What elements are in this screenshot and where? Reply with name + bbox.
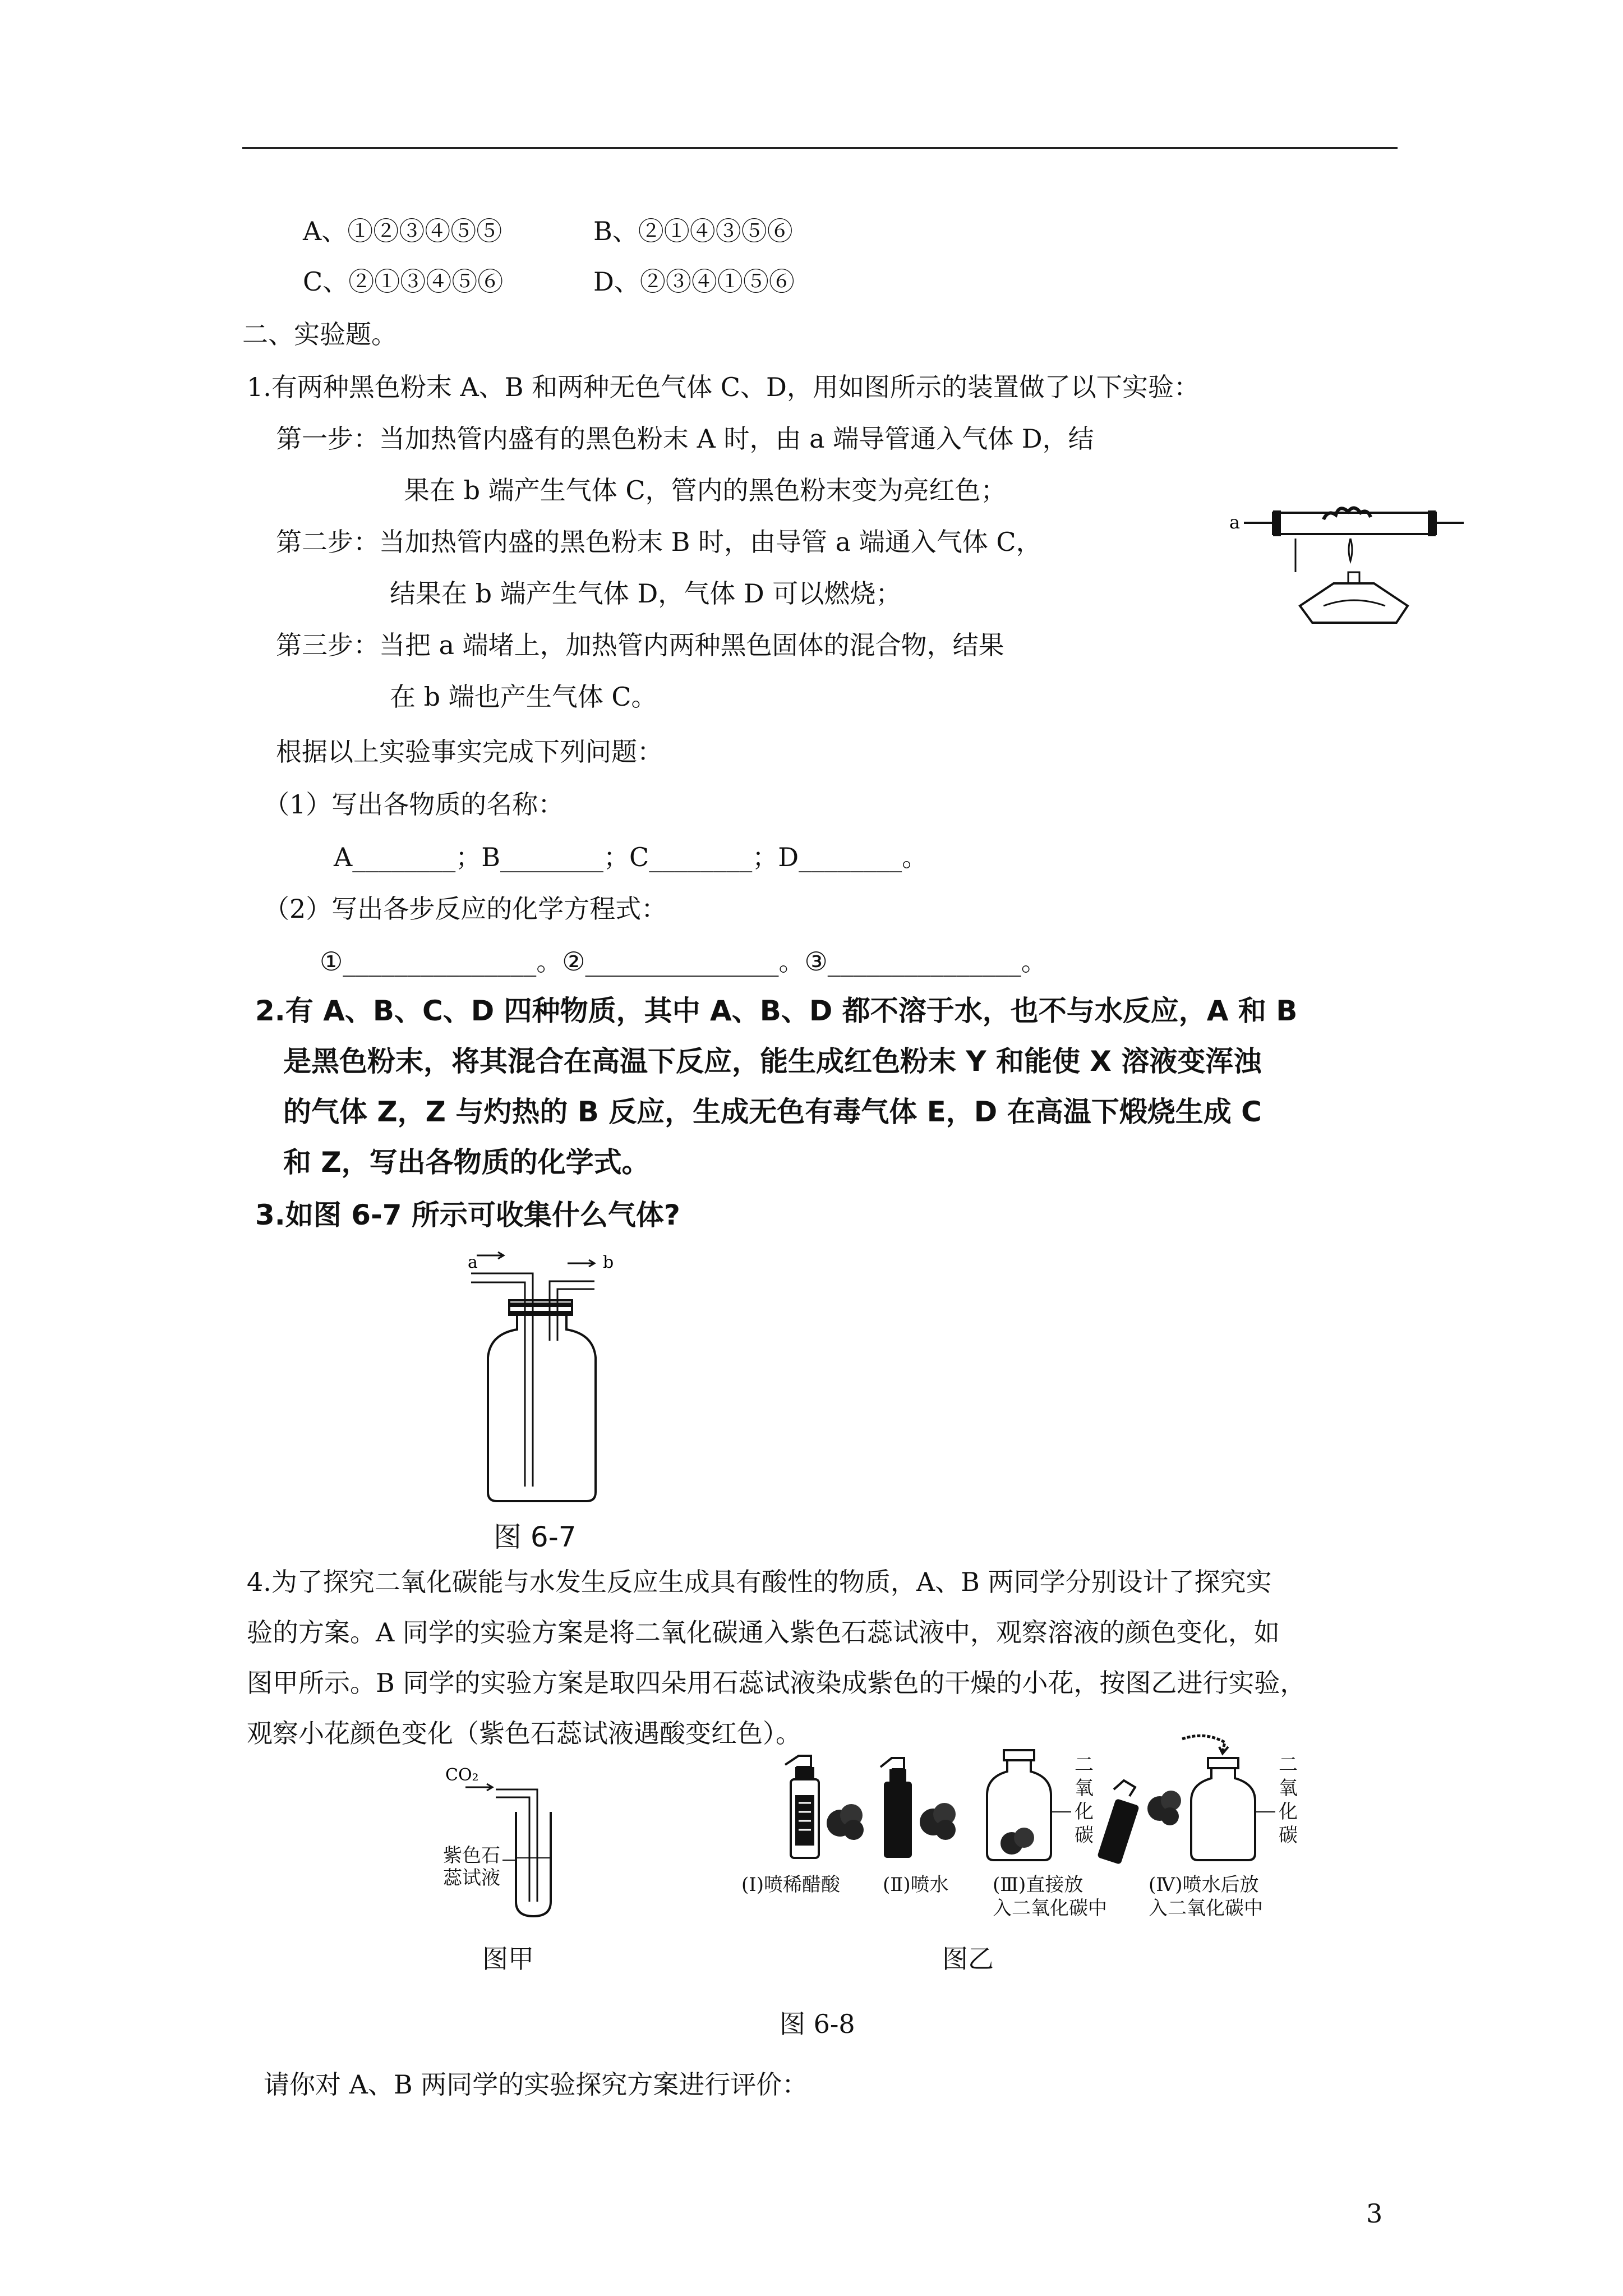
q1-apparatus-figure — [1228, 494, 1486, 639]
caption-ii: (Ⅱ)喷水 — [883, 1874, 949, 1896]
flower-icon — [827, 1804, 864, 1840]
litmus-label-line1: 紫色石 — [443, 1844, 500, 1867]
q1-step3-line2: 在 b 端也产生气体 C。 — [390, 682, 657, 712]
q1-intro: 根据以上实验事实完成下列问题： — [276, 737, 663, 767]
q1-sub2: （2）写出各步反应的化学方程式： — [264, 894, 667, 924]
q4-evaluate: 请你对 A、B 两同学的实验探究方案进行评价： — [264, 2069, 808, 2100]
co2-jar-icon — [1182, 1736, 1275, 1860]
q4-line3: 图甲所示。B 同学的实验方案是取四朵用石蕊试液染成紫色的干燥的小花，按图乙进行实验， — [247, 1668, 1306, 1698]
q1-step2-line2: 结果在 b 端产生气体 D，气体 D 可以燃烧； — [390, 578, 902, 609]
q3-label-a: a — [468, 1253, 478, 1272]
caption-i: (Ⅰ)喷稀醋酸 — [741, 1874, 840, 1896]
section-title: 二、实验题。 — [242, 319, 397, 349]
q1-step2-line1: 第二步：当加热管内盛的黑色粉末 B 时，由导管 a 端通入气体 C， — [276, 527, 1042, 557]
q1-step1-line1: 第一步：当加热管内盛有的黑色粉末 A 时，由 a 端导管通入气体 D，结 — [276, 424, 1094, 454]
option-a: A、①②③④⑤⑤ — [303, 216, 502, 246]
q4-line1: 4.为了探究二氧化碳能与水发生反应生成具有酸性的物质，A、B 两同学分别设计了探究实 — [247, 1567, 1272, 1597]
page-number: 3 — [1366, 2198, 1383, 2229]
option-b: B、②①④③⑤⑥ — [593, 216, 793, 246]
option-c: C、②①③④⑤⑥ — [303, 266, 504, 297]
q1-blanks2: ①_______________。②_______________。③_______________。 — [320, 946, 1047, 977]
flower-icon — [1147, 1791, 1181, 1825]
q4-line2: 验的方案。A 同学的实验方案是将二氧化碳通入紫色石蕊试液中，观察溶液的颜色变化，如 — [247, 1617, 1280, 1648]
jar-label-iii: 二氧化碳 — [1075, 1754, 1094, 1847]
co2-jar-icon — [987, 1750, 1071, 1860]
q1-label-a: a — [1229, 512, 1241, 533]
q3-question: 3.如图 6-7 所示可收集什么气体? — [255, 1199, 680, 1231]
co2-label: CO₂ — [445, 1765, 479, 1785]
q1-step1-line2: 果在 b 端产生气体 C，管内的黑色粉末变为亮红色； — [404, 475, 1007, 505]
figure-jia-test-tube — [437, 1761, 594, 1918]
caption-iii-line2: 入二氧化碳中 — [993, 1897, 1107, 1920]
figure-6-8-caption: 图 6-8 — [780, 2009, 855, 2039]
header-rule — [242, 147, 1398, 149]
q2-line3: 的气体 Z，Z 与灼热的 B 反应，生成无色有毒气体 E，D 在高温下煅烧生成 C — [283, 1096, 1262, 1128]
caption-iv-line2: 入二氧化碳中 — [1149, 1897, 1263, 1920]
q2-line2: 是黑色粉末，将其混合在高温下反应，能生成红色粉末 Y 和能使 X 溶液变浑浊 — [283, 1045, 1262, 1078]
q2-line1: 2.有 A、B、C、D 四种物质，其中 A、B、D 都不溶于水，也不与水反应，A 和 B — [255, 995, 1298, 1027]
gas-bottle-figure — [465, 1251, 628, 1509]
figure-6-7-caption: 图 6-7 — [494, 1521, 577, 1553]
option-d: D、②③④①⑤⑥ — [593, 266, 795, 297]
figure-yi-label: 图乙 — [942, 1944, 994, 1974]
spray-bottle-water-icon — [1097, 1780, 1140, 1865]
spray-bottle-water-icon — [880, 1758, 912, 1858]
figure-jia-label: 图甲 — [482, 1944, 534, 1974]
caption-iii-line1: (Ⅲ)直接放 — [993, 1874, 1083, 1896]
q2-line4: 和 Z，写出各物质的化学式。 — [283, 1146, 650, 1179]
litmus-label-line2: 蕊试液 — [443, 1867, 500, 1889]
spray-bottle-acid-icon — [785, 1756, 819, 1858]
q1-stem: 1.有两种黑色粉末 A、B 和两种无色气体 C、D，用如图所示的装置做了以下实验： — [247, 372, 1200, 402]
q1-step3-line1: 第三步：当把 a 端堵上，加热管内两种黑色固体的混合物，结果 — [276, 630, 1004, 660]
q1-blanks1: A________；B________；C________；D________。 — [334, 842, 928, 872]
q1-sub1: （1）写出各物质的名称： — [264, 789, 564, 820]
q3-label-b: b — [603, 1253, 614, 1272]
q4-line4: 观察小花颜色变化（紫色石蕊试液遇酸变红色）。 — [247, 1718, 801, 1749]
figure-yi-flower-experiments — [774, 1733, 1312, 1874]
jar-label-iv: 二氧化碳 — [1279, 1754, 1298, 1847]
flower-icon — [920, 1803, 956, 1840]
caption-iv-line1: (Ⅳ)喷水后放 — [1149, 1874, 1259, 1896]
